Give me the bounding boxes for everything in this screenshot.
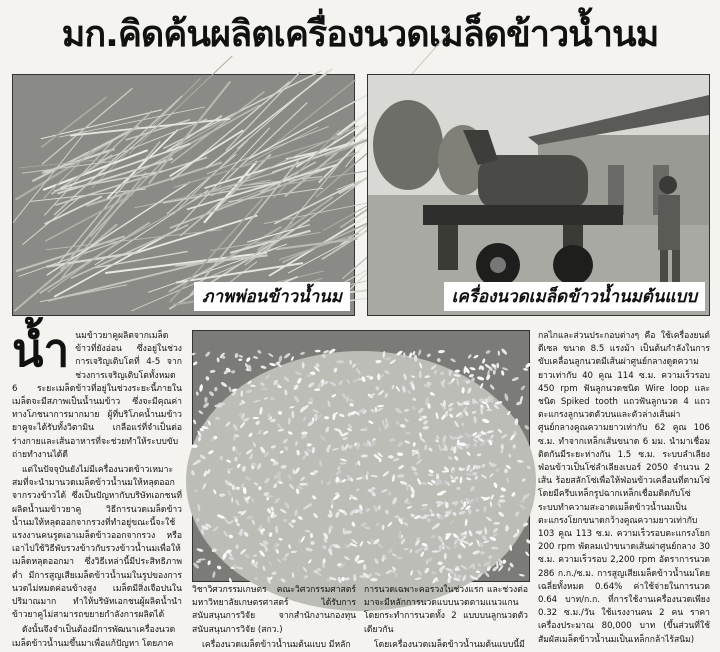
- thresher-machine-caption: เครื่องนวดเมล็ดข้าวน้ำนมต้นแบบ: [444, 282, 705, 311]
- article-column-4: [538, 330, 710, 645]
- rice-bundle-photo: [12, 74, 355, 316]
- article-column-2: [192, 584, 356, 650]
- paragraph: ดังนั้นจึงจำเป็นต้องมีการพัฒนาเครื่องนวดเมล็ดข้าวน้ำนมขึ้นมาเพื่อแก้ปัญหา โดยภาค: [12, 625, 176, 649]
- paragraph: เครื่องนวดเมล็ดข้าวน้ำนมต้นแบบ มีหลัก: [202, 639, 351, 650]
- article-column-3: [364, 584, 528, 650]
- thresher-machine-photo: [367, 74, 710, 316]
- paragraph: การนวดเฉพาะคอรวงในช่วงแรก และช่วงต่อมาจะมีหลักการนวดแบบนวดตามแนวแกน โดยกระทำการนวดทั้ง 2 แบบบนลูกนวดตัวเดียวกัน: [364, 585, 528, 635]
- rice-bundle-caption: ภาพพ่อนข้าวน้ำนม: [194, 282, 350, 311]
- paragraph: นมข้าวยาคูผลิตจากเมล็ดข้าวที่ยังอ่อน ซึ่งอยู่ในช่วงการเจริญเติบโตที่ 4-5 จากช่วงการเจริญเติบโตทั้งหมด 6 ระยะเมล็ดข้าวที่อยู่ในช่วงระยะนี้ภายใน เมล็ดจะมีสภาพเป็นน้ำนมข้าว ซึ่งจะมีคุณค่าทางโภชนาการมากมาย ผู้ที่บริโภคน้ำนมข้าวยาคูจะได้รับทั้งวิตามิน เกลือแร่ที่จำเป็นต่อร่างกายและเส้นอาหารที่จะช่วยทำให้ระบบขับถ่ายทำงานได้ดี: [12, 331, 182, 460]
- article-column-1: [12, 323, 182, 649]
- rice-grains-image: [193, 331, 529, 581]
- rice-grains-photo: [192, 330, 530, 582]
- paragraph: แต่ในปัจจุบันยังไม่มีเครื่องนวดข้าวเหมาะสมที่จะนำมานวดเมล็ดข้าวน้ำนมให้หลุดออกจากรวงข้าวได้ ซึ่งเป็นปัญหากับบริษัทเอกชนที่ผลิตน้ำนมข้าวยาคู วิธีการนวดเมล็ดข้าวน้ำนมให้หลุดออกจากรวงที่ทำอยู่ขณะนี้จะใช้แรงงานคนรูดเอาเมล็ดข้าวออกจากรวง หรือเอาไปใช้วิธีพับรวงข้าวกับรวงข้าวน้ำนมเพื่อให้เมล็ดหลุดออกมา ซึ่งวิธีเหล่านี้มีประสิทธิภาพต่ำ มีการสูญเสียเมล็ดข้าวน้ำนมในรูปของการนวดไม่หมดค่อนข้างสูง เมล็ดมีสิ่งเจือปนในปริมาณมาก ทำให้บริษัทเอกชนผู้ผลิตน้ำนำข้าวยาคูไม่สามารถขยายกำลังการผลิตได้: [12, 465, 182, 621]
- paragraph: โดยเครื่องนวดเมล็ดข้าวน้ำนมต้นแบบนี้มี: [374, 639, 525, 650]
- paragraph: วิชาวิศวกรรมเกษตร คณะวิศวกรรมศาสตร์ มหาวิทยาลัยเกษตรศาสตร์ ได้รับการสนับสนุนการวิจัย จากสำนักงานกองทุนสนับสนุนการวิจัย (สกว.): [192, 585, 356, 635]
- drop-cap: น้ำ: [12, 323, 70, 377]
- rice-straw-image: [13, 75, 354, 315]
- thresher-machine-image: [368, 75, 709, 315]
- headline: มก.คิดค้นผลิตเครื่องนวดเมล็ดข้าวน้ำนม: [61, 14, 659, 55]
- paragraph: กลไกและส่วนประกอบต่างๆ คือ ใช้เครื่องยนต์ดีเซล ขนาด 8.5 แรงม้า เป็นต้นกำลังในการขับเคลื่อนลูกนวดมีเส้นผ่าศูนย์กลางดูดความยาวเท่ากับ 40 คูณ 114 ซ.ม. ความเร็วรอบ 450 rpm ฟันลูกนวดชนิด Wire loop และชนิด Spiked tooth แถวฟันลูกนวด 4 แถว ตะแกรงลูกนวดตัวบนและตัวล่างเส้นผ่าศูนย์กลางคูณความยาวเท่ากับ 62 คูณ 106 ซ.ม. ทำจากเหล็กเส้นขนาด 6 มม. นำมาเชื่อมติดกันมีระยะห่างกัน 1.5 ซ.ม. ระบบลำเลียงฟ่อนข้าวเป็นโซ่ลำเลียงเบอร์ 2050 จำนวน 2 เส้น ร้อยสลักโซ่เพื่อให้ฟ่อนข้าวเคลื่อนที่ตามโซ่ โดยมีครีบเหล็กรูปฉากเหล็กเชื่อมติดกับโซ่ ระบบทำความสะอาดเมล็ดข้าวน้ำนมเป็นตะแกรงโยกขนาดกว้างคูณความยาวเท่ากับ 103 คูณ 113 ซ.ม. ความเร็วรอบตะแกรงโยก 200 rpm พัดลมเป่าขนาดเส้นผ่าศูนย์กลาง 30 ซ.ม. ความเร็วรอบ 2,200 rpm อัตราการนวด 286 ก.ก./ซ.ม. การสูญเสียเมล็ดข้าวน้ำนมโดยเฉลี่ยทั้งหมด 0.64% ค่าใช้จ่ายในการนวด 0.64 บาท/ก.ก. ที่การใช้งานเครื่องนวดเพียง 0.32 ซ.ม./วัน ใช้แรงงานคน 2 คน ราคาเครื่องประมาณ 80,000 บาท (ขึ้นส่วนที่ใช้สัมผัสเมล็ดข้าวน้ำนมเป็นเหล็กกล้าไร้สนิม): [538, 331, 710, 645]
